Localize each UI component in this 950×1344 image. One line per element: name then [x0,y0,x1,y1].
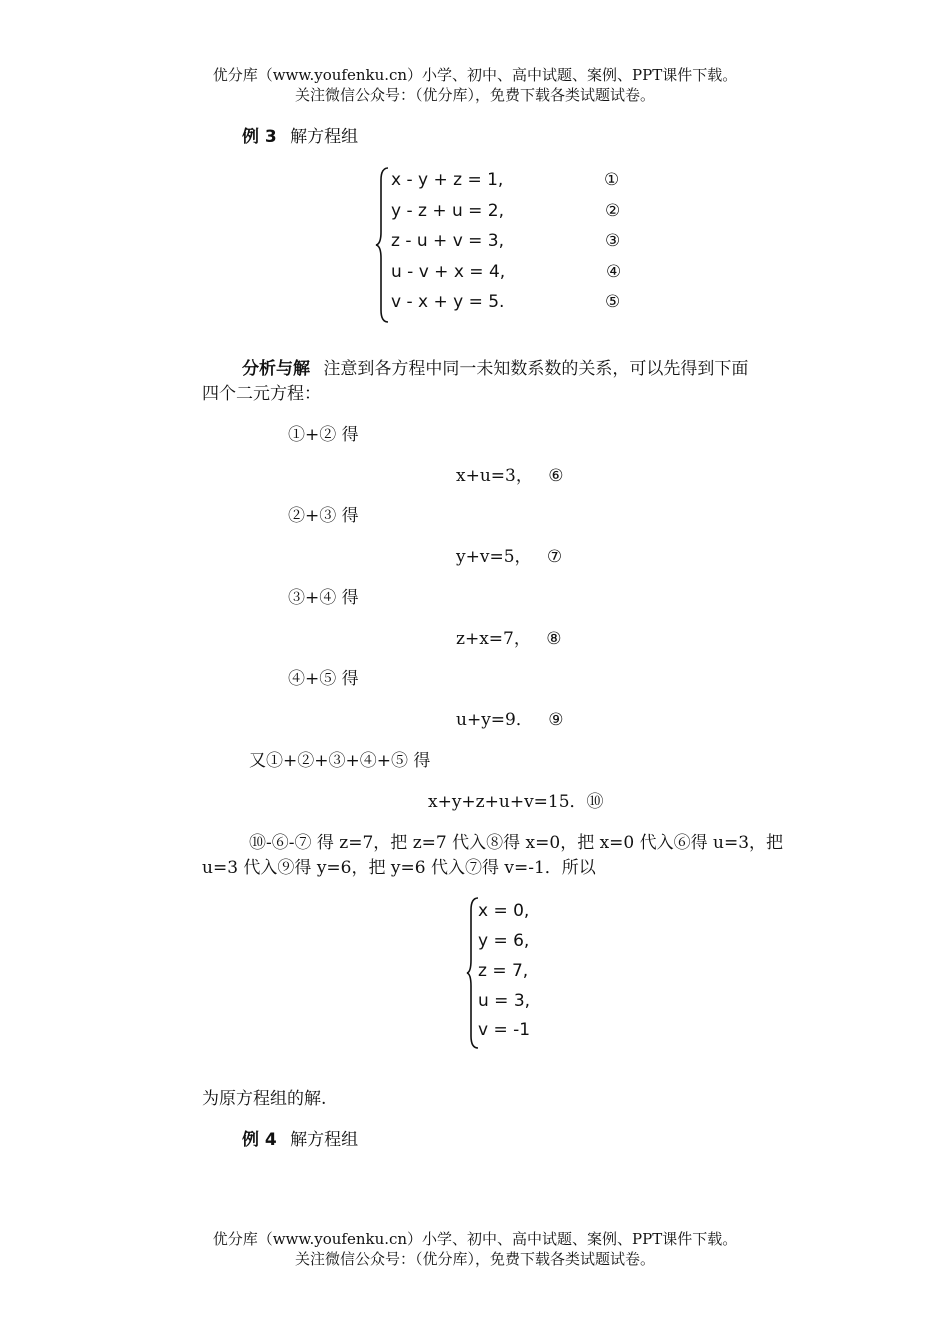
step-2-result [456,545,562,569]
step-2-op: ②+③ 得 [288,506,359,526]
step-1-mark: ⑥ [548,466,564,486]
derive-line-1: ⑩-⑥-⑦ 得 z=7，把 z=7 代入⑧得 x=0，把 x=0 代入⑥得 u=3，把 [249,833,784,853]
step-3-equation: z+x=7， [456,629,531,649]
step-1-op: ①+② 得 [288,425,359,445]
system-1-eq-3: z - u + v = 3, [391,231,505,251]
conclusion: 为原方程组的解. [202,1089,327,1109]
example-3-title: 解方程组 [290,127,359,147]
step-2-mark: ⑦ [546,547,563,567]
solution-u: u = 3, [478,991,531,1011]
system-1-eq-1: x - y + z = 1, [391,170,504,190]
analysis-line-2: 四个二元方程： [202,384,321,404]
sum-result: x+y+z+u+v=15．⑩ [428,792,604,812]
step-1-result [456,464,564,488]
solution-v: v = -1 [478,1020,531,1040]
solution-x: x = 0, [478,901,530,921]
analysis-label: 分析与解 [242,359,310,379]
example-3-label: 例 3 [242,127,277,147]
solution-z: z = 7, [478,961,529,981]
step-3-result [456,627,562,651]
system-1-eq-5: v - x + y = 5. [391,292,505,312]
system-1-mark-1: ① [604,170,620,190]
solution-system [466,896,586,1050]
equation-system-1 [375,166,635,324]
system-1-eq-4: u - v + x = 4, [391,262,506,282]
footer-line-1: 优分库（www.youfenku.cn）小学、初中、高中试题、案例、PPT课件下载。 [212,1230,738,1248]
derive-line-2: u=3 代入⑨得 y=6，把 y=6 代入⑦得 v=-1．所以 [202,858,596,878]
step-4-equation: u+y=9． [456,710,533,730]
step-3-op: ③+④ 得 [288,588,359,608]
solution-y: y = 6, [478,931,530,951]
example-4-label: 例 4 [242,1130,277,1150]
step-4-mark: ⑨ [548,710,564,730]
example-4-title: 解方程组 [290,1130,359,1150]
footer-line-2: 关注微信公众号：（优分库），免费下载各类试题试卷。 [294,1250,655,1268]
analysis-text-1: 注意到各方程中同一未知数系数的关系，可以先得到下面 [323,359,749,379]
left-brace-icon [375,166,391,324]
step-3-mark: ⑧ [546,629,562,649]
example-4-heading [242,1128,358,1152]
step-1-equation: x+u=3， [456,466,533,486]
header-line-1: 优分库（www.youfenku.cn）小学、初中、高中试题、案例、PPT课件下载。 [212,66,738,84]
step-4-result [456,708,564,732]
step-4-op: ④+⑤ 得 [288,669,359,689]
system-1-mark-3: ③ [605,231,621,251]
system-1-eq-2: y - z + u = 2, [391,201,505,221]
system-1-mark-4: ④ [606,262,622,282]
sum-op: 又①+②+③+④+⑤ 得 [249,751,431,771]
header-line-2: 关注微信公众号：（优分库），免费下载各类试题试卷。 [294,86,655,104]
step-2-equation: y+v=5， [456,547,532,567]
system-1-mark-2: ② [605,201,621,221]
analysis-line-1 [242,357,748,381]
example-3-heading [242,125,358,149]
system-1-mark-5: ⑤ [605,292,621,312]
